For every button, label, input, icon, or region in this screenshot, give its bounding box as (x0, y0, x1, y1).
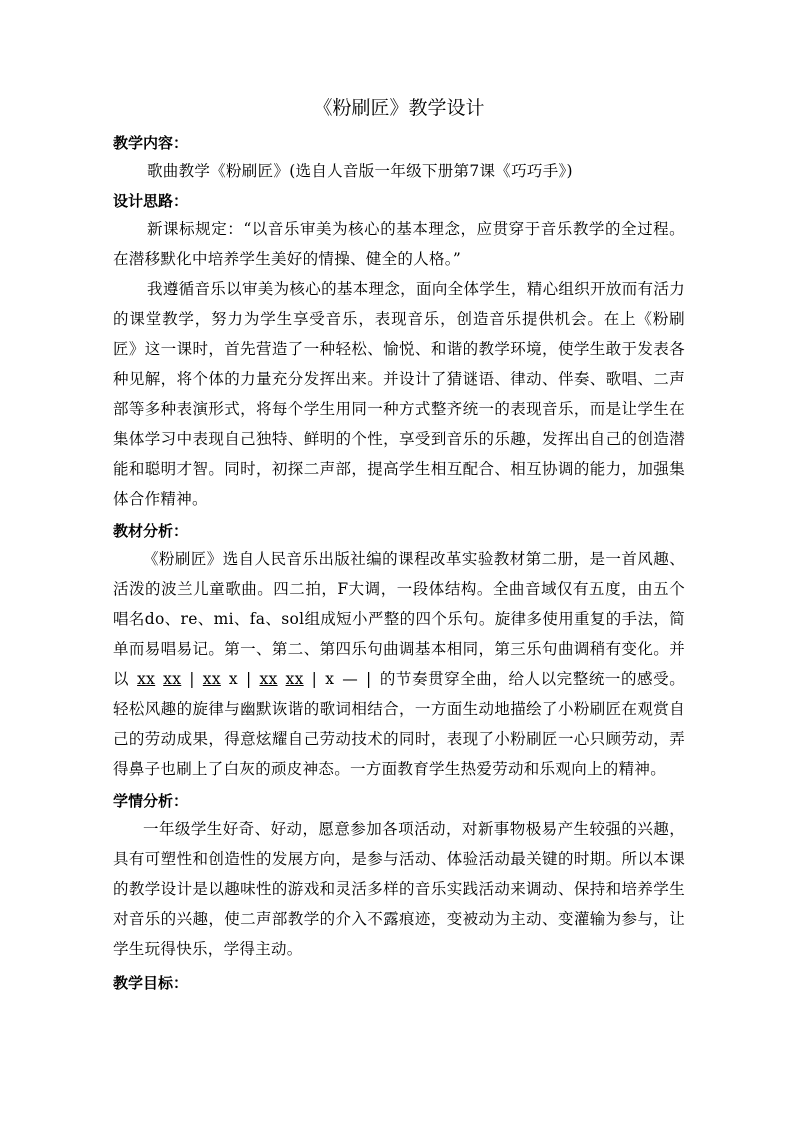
heading-teaching-content: 教学内容： (113, 134, 189, 152)
rhythm-bar-3: | (311, 670, 318, 688)
rhythm-xx-4: xx (259, 670, 278, 688)
rhythm-xx-3: xx (202, 670, 221, 688)
heading-design-idea: 设计思路： (113, 192, 189, 210)
student-paragraph: 一年级学生好奇、好动，愿意参加各项活动，对新事物极易产生较强的兴趣，具有可塑性和创造性的发展方向，是参与活动、体验活动最关键的时期。所以本课的教学设计是以趣味性的游戏和灵活多样的音乐实践活动来调动、保持和培养学生对音乐的兴趣，使二声部教学的介入不露痕迹，变被动为主动、变灌输为参与，让学生玩得快乐，学得主动。 (113, 820, 685, 958)
rhythm-xx-2: xx (163, 670, 182, 688)
teaching-content-text: 歌曲教学《粉刷匠》(选自人音版一年级下册第7课《巧巧手》) (147, 162, 573, 180)
rhythm-bar-1: | (189, 670, 195, 688)
rhythm-x-1: x (228, 670, 238, 688)
heading-material-analysis: 教材分析： (113, 522, 189, 540)
rhythm-notation (129, 670, 380, 688)
rhythm-bar-2: | (245, 670, 252, 688)
rhythm-bar-4: | (366, 670, 372, 688)
document-title: 《粉刷匠》教学设计 (313, 97, 485, 119)
material-paragraph (113, 544, 685, 784)
rhythm-x-2: x (325, 670, 335, 688)
design-paragraph-2: 我遵循音乐以审美为核心的基本理念，面向全体学生，精心组织开放而有活力的课堂教学，努力为学生享受音乐，表现音乐，创造音乐提供机会。在上《粉刷匠》这一课时，首先营造了一种轻松、愉悦、和谐的教学环境，使学生敢于发表各种见解，将个体的力量充分发挥出来。并设计了猜谜语、律动、伴奏、歌唱、二声部等多种表演形式，将每个学生用同一种方式整齐统一的表现音乐，而是让学生在集体学习中表现自己独特、鲜明的个性，享受到音乐的乐趣，发挥出自己的创造潜能和聪明才智。同时，初探二声部，提高学生相互配合、相互协调的能力，加强集体合作精神。 (113, 280, 685, 508)
rhythm-xx-1: xx (137, 670, 156, 688)
heading-student-analysis: 学情分析： (113, 792, 189, 810)
rhythm-xx-5: xx (285, 670, 304, 688)
rhythm-dash: — (342, 670, 359, 688)
heading-teaching-goals: 教学目标： (113, 974, 189, 992)
document-page (113, 94, 685, 996)
material-text-part-1: 《粉刷匠》选自人民音乐出版社编的课程改革实验教材第二册，是一首风趣、活泼的波兰儿童歌曲。四二拍，F大调，一段体结构。全曲音域仅有五度，由五个唱名do、re、mi、fa、sol组成短小严整的四个乐句。旋律多使用重复的手法，简单而易唱易记。第一、第二、第四乐句曲调基本相同，第三乐句曲调稍有变化。并以 (113, 550, 685, 688)
material-text-part-2: 的节奏贯穿全曲，给人以完整统一的感受。轻松风趣的旋律与幽默诙谐的歌词相结合，一方面生动地描绘了小粉刷匠在观赏自己的劳动成果，得意炫耀自己劳动技术的同时，表现了小粉刷匠一心只顾劳动，弄得鼻子也刷上了白灰的顽皮神态。一方面教育学生热爱劳动和乐观向上的精神。 (113, 670, 685, 778)
design-paragraph-1: 新课标规定：“以音乐审美为核心的基本理念，应贯穿于音乐教学的全过程。在潜移默化中培养学生美好的情操、健全的人格。” (113, 220, 685, 268)
